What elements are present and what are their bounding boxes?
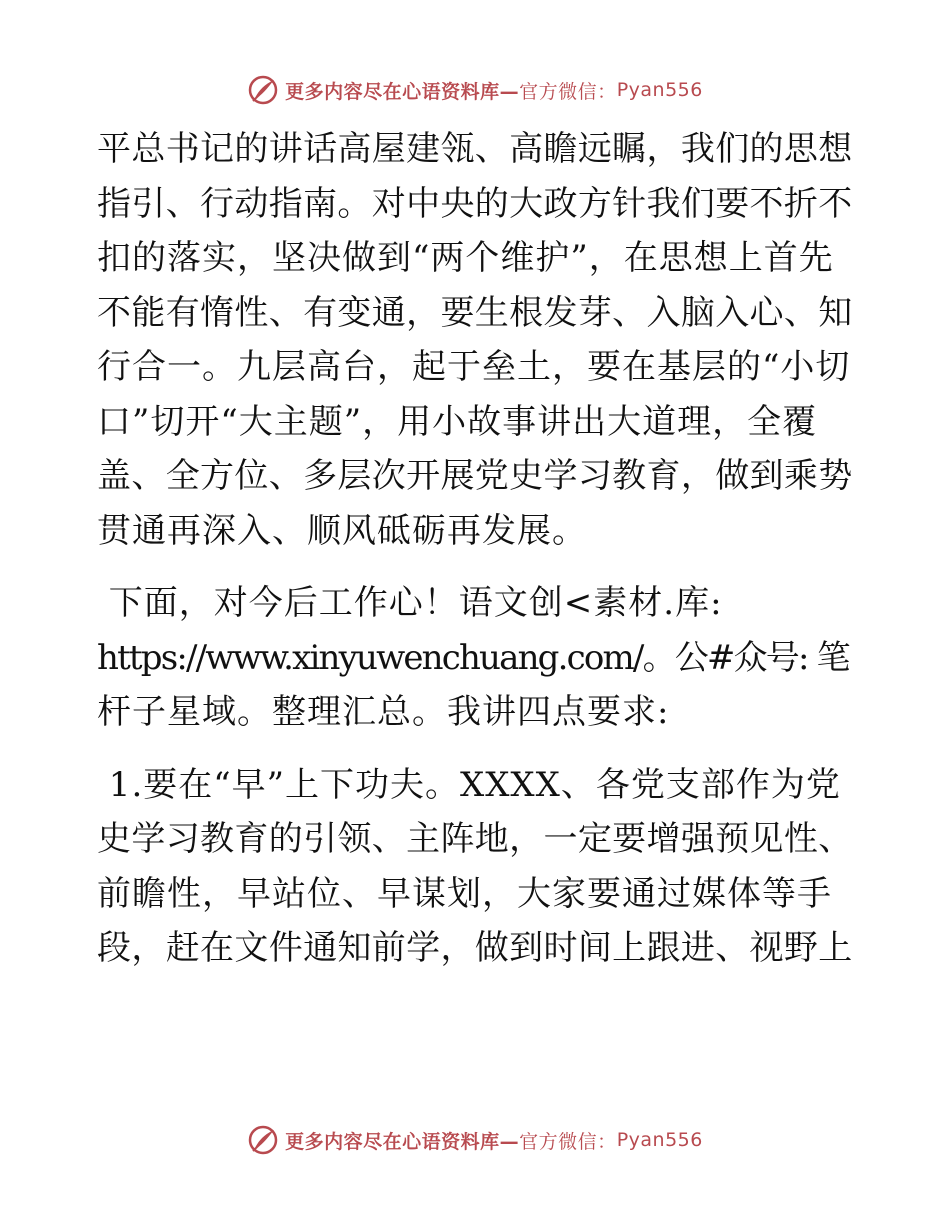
text-line: 行合一。九层高台，起于垒土，要在基层的“小切 (97, 347, 851, 387)
feather-logo-icon (247, 1124, 279, 1156)
text-line-url: https://www.xinyuwenchuang.com/。公#众号: 笔 (97, 637, 849, 678)
text-line: 1.要在“早”上下功夫。XXXX、各党支部作为党 (97, 764, 841, 805)
watermark-wechat-label: 官方微信： (519, 80, 617, 103)
watermark-text: 更多内容尽在心语资料库— (285, 80, 520, 103)
text-line: 指引、行动指南。对中央的大政方针我们要不折不 (97, 183, 853, 224)
watermark-wechat-label: 官方微信： (519, 1130, 617, 1153)
text-line: 段，赶在文件通知前学，做到时间上跟进、视野上 (97, 928, 853, 968)
feather-logo-icon (247, 74, 279, 106)
text-line: 杆子星域。整理汇总。我讲四点要求: (97, 692, 670, 732)
paragraph-1 (97, 122, 857, 558)
paragraph-3 (97, 758, 857, 976)
document-body (97, 122, 857, 976)
watermark-text: 更多内容尽在心语资料库— (285, 1130, 520, 1153)
text-line: 盖、全方位、多层次开展党史学习教育，做到乘势 (97, 456, 853, 496)
text-line: 不能有惰性、有变通，要生根发芽、入脑入心、知 (97, 292, 853, 333)
watermark-banner-top (0, 70, 950, 110)
paragraph-2 (97, 576, 857, 740)
text-line: 前瞻性，早站位、早谋划，大家要通过媒体等手 (97, 873, 832, 914)
text-line: 口”切开“大主题”，用小故事讲出大道理，全覆 (97, 401, 818, 442)
text-line: 平总书记的讲话高屋建瓴、高瞻远瞩，我们的思想 (97, 129, 853, 169)
text-line: 扣的落实，坚决做到“两个维护”，在思想上首先 (97, 238, 834, 278)
watermark-wechat-id: Pyan556 (616, 1129, 703, 1151)
text-line: 下面，对今后工作心！语文创<素材.库: (97, 583, 723, 623)
text-line: 史学习教育的引领、主阵地，一定要增强预见性、 (97, 819, 853, 859)
watermark-banner-bottom (0, 1120, 950, 1160)
watermark-wechat-id: Pyan556 (616, 79, 703, 101)
text-line: 贯通再深入、顺风砥砺再发展。 (97, 510, 587, 551)
